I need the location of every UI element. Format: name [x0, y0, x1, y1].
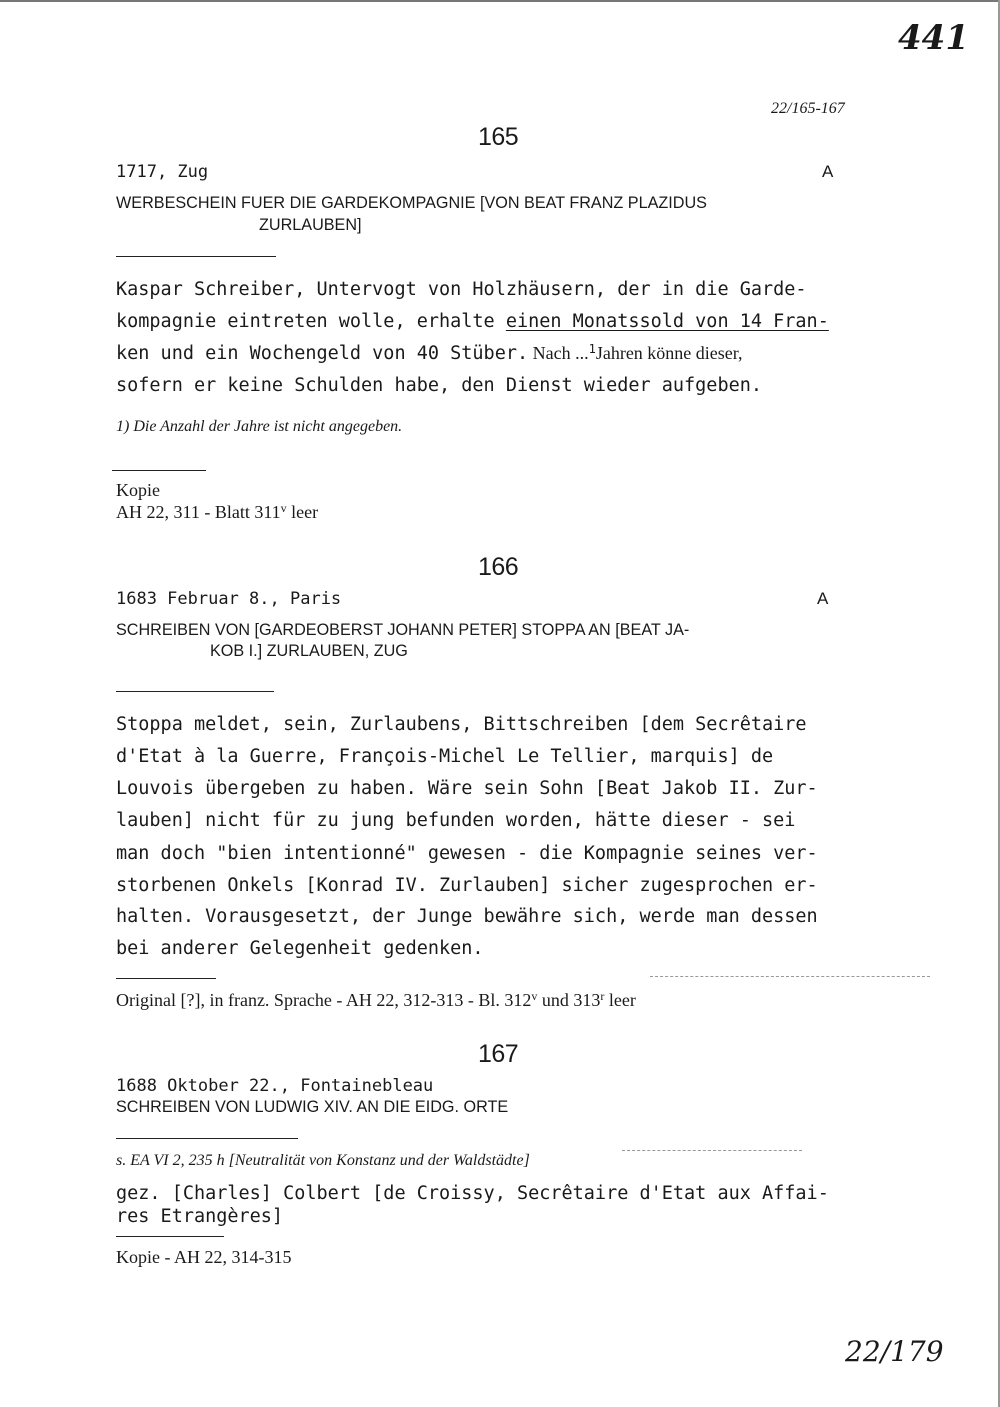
page-number-handwritten: 441	[898, 18, 969, 58]
doc165-body-line3-end: Jahren könne dieser,	[595, 343, 743, 363]
doc166-body-line: man doch "bien intentionné" gewesen - die Kompagnie seines ver-	[116, 843, 818, 864]
doc165-source	[116, 502, 318, 523]
doc166-title-line2: KOB I.] ZURLAUBEN, ZUG	[210, 642, 408, 660]
doc167-reference-note: s. EA VI 2, 235 h [Neutralität von Konstanz und der Waldstädte]	[116, 1152, 530, 1169]
scan-top-edge	[0, 0, 1000, 2]
doc165-footnote: 1) Die Anzahl der Jahre ist nicht angegeben.	[116, 418, 403, 435]
doc167-title: SCHREIBEN VON LUDWIG XIV. AN DIE EIDG. ORTE	[116, 1098, 509, 1116]
document-number-165: 165	[478, 123, 519, 151]
doc165-body-line3-nach: Nach ...	[528, 343, 589, 363]
folio-number-handwritten: 22/179	[845, 1335, 944, 1368]
doc167-source: Kopie - AH 22, 314-315	[116, 1247, 292, 1267]
doc165-title-line1: WERBESCHEIN FUER DIE GARDEKOMPAGNIE [VON BEAT FRANZ PLAZIDUS	[116, 194, 707, 212]
scan-artifact-line	[650, 976, 930, 977]
doc166-source-separator	[116, 978, 216, 979]
doc167-source-separator	[116, 1236, 224, 1237]
doc166-body-line: d'Etat à la Guerre, François-Michel Le Tellier, marquis] de	[116, 746, 774, 767]
doc165-source-end: leer	[286, 502, 319, 522]
doc165-title-line2: ZURLAUBEN]	[259, 216, 362, 234]
doc166-body-line: halten. Vorausgesetzt, der Junge bewähre sich, werde man dessen	[116, 906, 818, 927]
doc165-body-line2	[116, 311, 829, 332]
doc166-body-line: bei anderer Gelegenheit gedenken.	[116, 938, 484, 959]
doc165-body-line1: Kaspar Schreiber, Untervogt von Holzhäusern, der in die Garde-	[116, 279, 807, 300]
doc166-source-main: Original [?], in franz. Sprache - AH 22, 312-313 - Bl. 312	[116, 990, 532, 1010]
doc166-body-line: storbenen Onkels [Konrad IV. Zurlauben] sicher zugesprochen er-	[116, 875, 818, 896]
doc166-source-end: leer	[604, 990, 636, 1010]
doc166-date-place: 1683 Februar 8., Paris	[116, 589, 342, 609]
doc165-body-line2-underlined: einen Monatssold von 14 Fran-	[505, 311, 829, 332]
doc167-date-place: 1688 Oktober 22., Fontainebleau	[116, 1076, 434, 1096]
doc165-date-place: 1717, Zug	[116, 162, 209, 182]
reference-range: 22/165-167	[771, 100, 845, 117]
doc166-source-mid: und 313	[537, 990, 601, 1010]
doc166-title-line1: SCHREIBEN VON [GARDEOBERST JOHANN PETER] STOPPA AN [BEAT JA-	[116, 621, 690, 639]
doc166-body-line: Stoppa meldet, sein, Zurlaubens, Bittschreiben [dem Secrêtaire	[116, 714, 807, 735]
doc166-marker: A	[817, 589, 829, 608]
doc165-body-line2-start: kompagnie eintreten wolle, erhalte	[116, 311, 506, 332]
doc166-separator	[116, 691, 274, 692]
doc165-source-label: Kopie	[116, 480, 160, 500]
doc166-source	[116, 990, 636, 1011]
doc165-body-line3	[116, 343, 743, 364]
document-number-167: 167	[478, 1040, 519, 1068]
doc167-separator	[116, 1138, 298, 1139]
doc166-body-line: Louvois übergeben zu haben. Wäre sein Sohn [Beat Jakob II. Zur-	[116, 778, 818, 799]
doc165-source-separator	[112, 470, 206, 471]
document-number-166: 166	[478, 553, 519, 581]
scan-artifact-line	[622, 1150, 802, 1151]
doc165-marker: A	[822, 162, 834, 181]
doc166-source-sup1: v	[531, 989, 538, 1003]
doc165-source-sup: v	[280, 501, 287, 515]
doc166-body-line: lauben] nicht für zu jung befunden worden, hätte dieser - sei	[116, 810, 796, 831]
doc165-separator	[116, 256, 276, 257]
doc165-body-line4: sofern er keine Schulden habe, den Dienst wieder aufgeben.	[116, 375, 763, 396]
doc167-signed-line1: gez. [Charles] Colbert [de Croissy, Secrêtaire d'Etat aux Affai-	[116, 1183, 829, 1204]
doc165-source-main: AH 22, 311 - Blatt 311	[116, 502, 281, 522]
doc166-source-sup2: r	[600, 989, 605, 1003]
doc165-footnote-ref: 1	[588, 342, 596, 356]
doc165-body-line3-start: ken und ein Wochengeld von 40 Stüber.	[116, 343, 529, 364]
doc167-signed-line2: res Etrangères]	[116, 1206, 284, 1227]
